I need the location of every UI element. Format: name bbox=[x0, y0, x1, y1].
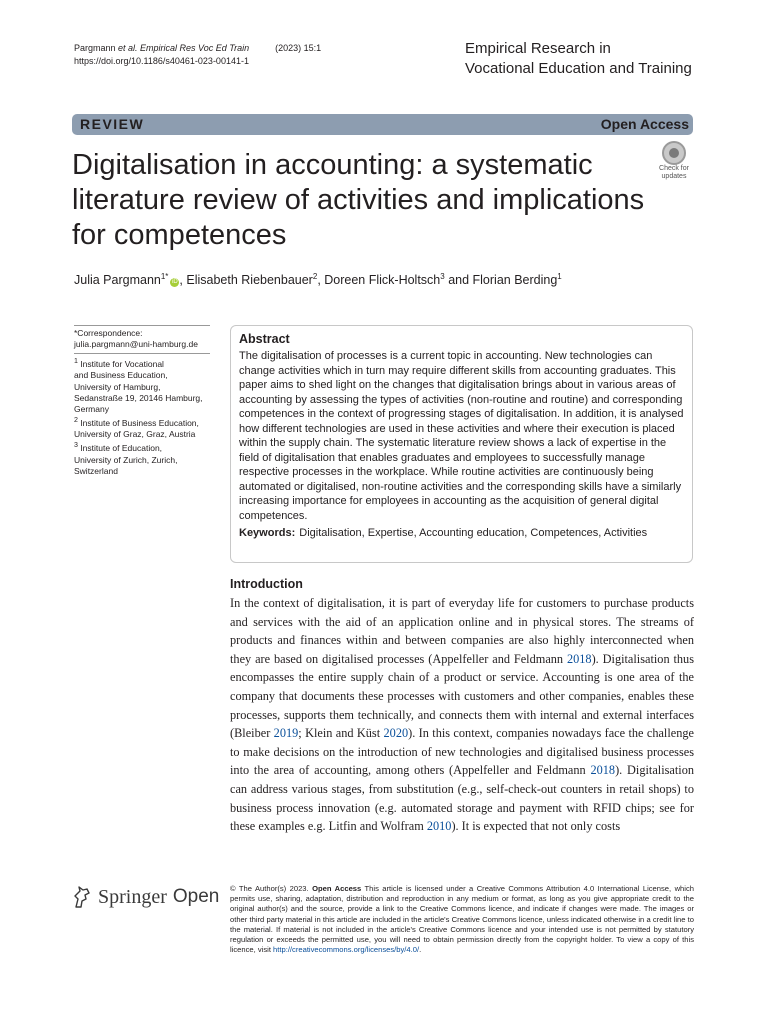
citation-line bbox=[74, 42, 321, 55]
journal-name: Empirical Research in Vocational Education and Training bbox=[465, 40, 692, 77]
abstract-text: The digitalisation of processes is a current topic in accounting. New technologies can change activities which in turn may require different skills from accounting graduates. This paper aims to shed light on the changes that digitalisation brings about in various areas of accounting by assessing the types of activities (non-routine and routine) and corresponding competences in the context of progressing stages of digitalisation. In addition, it is analysed how different technologies are used in these activities and where their execution is placed within the supply chain. The systematic literature review shows a lack of expertise in the field of digitalisation that enables graduates and employees to successfully manage respective processes in the workplace. While routine activities are continuously being automated or digitalised, non-routine activities and the corresponding skills have a similarly increasing importance for employees in accounting as the acquisition of general digital competences. bbox=[239, 350, 684, 522]
keywords: Keywords: Digitalisation, Expertise, Accounting education, Competences, Activities bbox=[239, 527, 648, 539]
license-link[interactable]: http://creativecommons.org/licenses/by/4.0/ bbox=[273, 945, 420, 955]
article-title: Digitalisation in accounting: a systematic literature review of activities and implications for competences bbox=[72, 149, 645, 251]
author-4[interactable]: and Florian Berding bbox=[444, 273, 558, 288]
affiliations-sidebar: *Correspondence: julia.pargmann@uni-hamburg.de $^1$ Institute for Vocational and Business Education, University of Hamburg, Sedanstraße 19, 20146 Hamburg, Germany $^2$ Institute of Business Education, University of Graz, Graz, Austria $^3$ Institute of Education, University of Zurich, Zurich, Switzerland bbox=[74, 325, 210, 477]
affiliation-1: $^1$ Institute for Vocational bbox=[74, 357, 164, 370]
open-access-label: Open Access bbox=[600, 116, 689, 132]
orcid-icon[interactable]: iD bbox=[172, 279, 178, 286]
article-type-bar bbox=[72, 114, 693, 135]
springer-open-logo: Springer Open bbox=[72, 885, 219, 909]
article-type: REVIEW bbox=[80, 116, 145, 132]
citation-link[interactable]: 2018 bbox=[566, 651, 592, 666]
springer-horse-icon bbox=[72, 885, 92, 909]
author-3[interactable]: , Doreen Flick-Holtsch bbox=[317, 273, 441, 288]
check-updates-icon bbox=[662, 141, 686, 165]
running-header bbox=[74, 42, 321, 68]
correspondence-email[interactable]: julia.pargmann@uni-hamburg.de bbox=[74, 339, 198, 350]
author-2[interactable]: , Elisabeth Riebenbauer bbox=[179, 273, 313, 288]
divider bbox=[74, 353, 210, 354]
citation: Pargmann et al. Empirical Res Voc Ed Train bbox=[74, 43, 250, 53]
citation-link[interactable]: 2010 bbox=[426, 819, 452, 834]
affiliation-2: $^2$ Institute of Business Education, bbox=[74, 416, 199, 429]
abstract-box bbox=[230, 325, 693, 563]
check-for-updates-button[interactable]: Check for updates bbox=[654, 141, 694, 181]
citation-link[interactable]: 2019 bbox=[273, 726, 299, 741]
license-text: © The Author(s) 2023. Open Access This article is licensed under a Creative Commons Attribution 4.0 International License, which permits use, sharing, adaptation, distribution and reproduction in any medium or format, as long as you give appropriate credit to the original author(s) and the source, provide a link to the Creative Commons licence, and indicate if changes were made. The images or other third party material in this article are included in the article's Creative Commons licence, unless indicated otherwise in a credit line to the material. If material is not included in the article's Creative Commons licence and your intended use is not permitted by statutory regulation or exceeds the permitted use, you will need to obtain permission directly from the copyright holder. To view a copy of this licence, visit http://creativecommons.org/licenses/by/4.0/. bbox=[230, 884, 694, 955]
correspondence-label: *Correspondence: bbox=[74, 328, 143, 338]
affiliation-3: $^3$ Institute of Education, bbox=[74, 441, 163, 454]
citation-link[interactable]: 2020 bbox=[383, 726, 409, 741]
author-1[interactable]: Julia Pargmann bbox=[74, 273, 161, 288]
citation-year: (2023) 15:1 bbox=[275, 43, 322, 53]
abstract-heading: Abstract bbox=[239, 332, 290, 346]
author-list: Julia Pargmann$^{1*}$iD , Elisabeth Riebenbauer$^2$, Doreen Flick-Holtsch$^3$ and Florian Berding$^1$ bbox=[74, 272, 562, 288]
introduction-text: In the context of digitalisation, it is part of everyday life for customers to purchase products and services with the aid of an application online and in physical stores. The streams of products and finances within and between companies are also highly interconnected when they are based on digitalised processes (Appelfeller and Feldmann 2018). Digitalisation thus encompasses the entire supply chain of a product or service. Accounting is one area of the company that documents these processes with customers and other companies, enables these processes, supports them technically, and connects them with internal and external interfaces (Bleiber 2019; Klein and Küst 2020). In this context, companies nowadays face the challenge to make decisions on the introduction of new technologies and digitalised business processes into the area of accounting, among others (Appelfeller and Feldmann 2018). Digitalisation can address various stages, from substitution (e.g., self-check-out counters in retail shops) to business process innovation (e.g. automated storage and payment with RFID chips; see for these examples e.g. Litfin and Wolfram 2010). It is expected that not only costs bbox=[230, 596, 694, 834]
introduction-heading: Introduction bbox=[230, 577, 303, 591]
divider bbox=[74, 325, 210, 326]
citation-link[interactable]: 2018 bbox=[590, 763, 616, 778]
doi-link[interactable]: https://doi.org/10.1186/s40461-023-00141-1 bbox=[74, 56, 249, 66]
